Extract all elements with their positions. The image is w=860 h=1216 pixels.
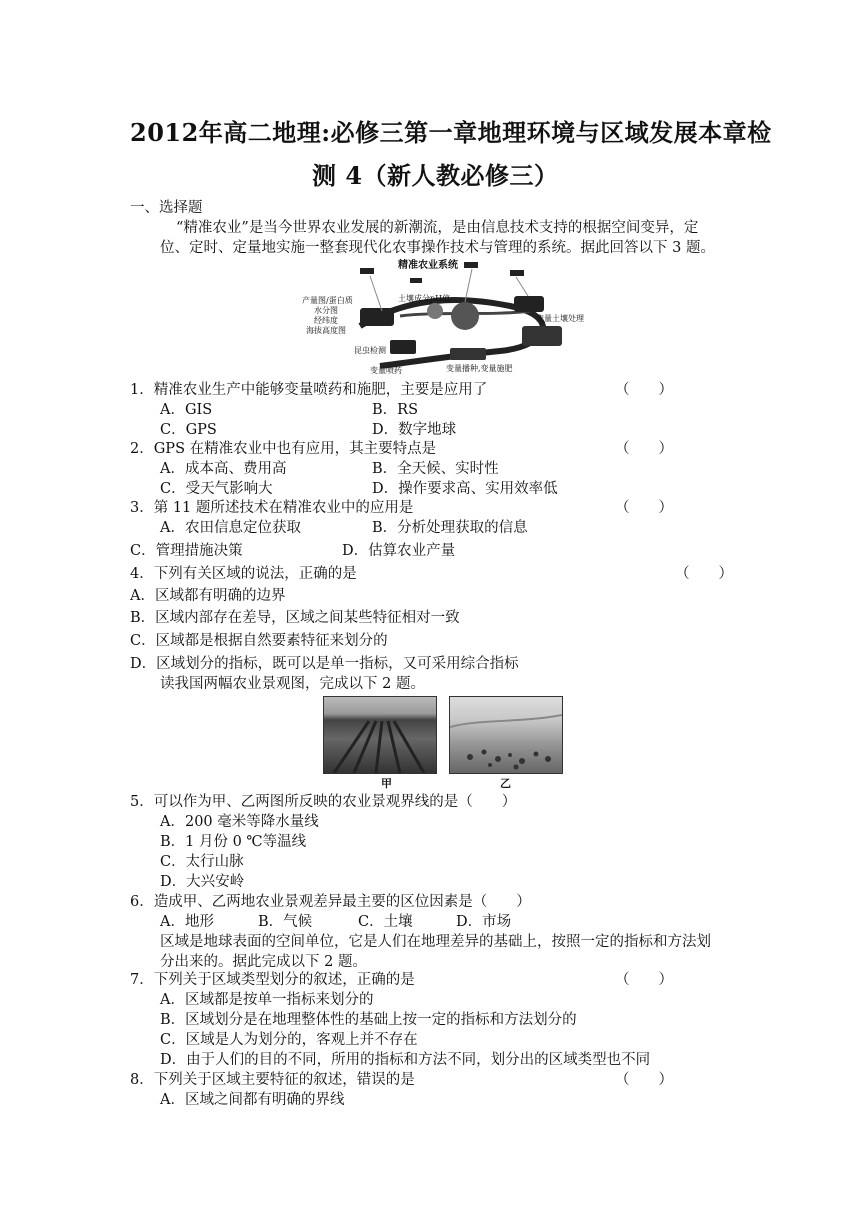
q3-option-d: D．估算农业产量 (342, 543, 456, 559)
q1-option-a: A．GIS (160, 402, 213, 418)
intro-paragraph-1-line2: 位、定时、定量地实施一整套现代化农事操作技术与管理的系统。据此回答以下 3 题。 (160, 240, 715, 256)
figure1-label-left-3: 经纬度 (314, 316, 338, 325)
photo-caption-yi: 乙 (500, 777, 511, 790)
q2-option-d: D．操作要求高、实用效率低 (372, 481, 558, 497)
q5-option-d: D．大兴安岭 (160, 874, 245, 890)
section-heading: 一、选择题 (130, 200, 203, 216)
q4-stem: 4．下列有关区域的说法，正确的是 (130, 566, 357, 582)
figure1-label-left-2: 水分图 (314, 306, 338, 315)
q6-stem: 6．造成甲、乙两地农业景观差异最主要的区位因素是（ ） (130, 894, 531, 910)
q7-option-c: C．区域是人为划分的，客观上并不存在 (160, 1032, 418, 1048)
figure1-label-spray: 变量喷药 (370, 366, 402, 375)
q8-stem: 8．下列关于区域主要特征的叙述，错误的是 (130, 1072, 415, 1088)
figure1-label-insect: 昆虫检测 (354, 346, 386, 355)
q8-option-a: A．区域之间都有明确的界线 (160, 1092, 345, 1108)
q3-bracket: （ ） (615, 500, 673, 516)
q7-option-d: D．由于人们的目的不同，所用的指标和方法不同，划分出的区域类型也不同 (160, 1052, 651, 1068)
intro-paragraph-2: 读我国两幅农业景观图，完成以下 2 题。 (160, 676, 425, 692)
q4-bracket: （ ） (675, 566, 733, 582)
landscape-photo-jia (323, 696, 437, 774)
precision-agriculture-figure (300, 256, 590, 376)
figure1-label-left-1: 产量图/蛋白质 (302, 296, 353, 305)
q3-stem: 3．第 11 题所述技术在精准农业中的应用是 (130, 500, 414, 516)
q2-bracket: （ ） (615, 441, 673, 457)
q1-option-d: D．数字地球 (372, 422, 457, 438)
intro-paragraph-1-line1: “精准农业”是当今世界农业发展的新潮流，是由信息技术支持的根据空间变异，定 (176, 220, 699, 236)
q7-option-a: A．区域都是按单一指标来划分的 (160, 992, 374, 1008)
intro-paragraph-3-line1: 区域是地球表面的空间单位，它是人们在地理差异的基础上，按照一定的指标和方法划 (160, 934, 711, 950)
q6-option-d: D．市场 (456, 914, 512, 930)
intro-paragraph-3-line2: 分出来的。据此完成以下 2 题。 (160, 954, 367, 970)
page-title-line2: 测 4（新人教必修三） (312, 161, 559, 190)
q7-option-b: B．区域划分是在地理整体性的基础上按一定的指标和方法划分的 (160, 1012, 577, 1028)
q7-stem: 7．下列关于区域类型划分的叙述，正确的是 (130, 972, 415, 988)
figure1-title: 精准农业系统 (398, 260, 458, 271)
q6-option-c: C．土壤 (358, 914, 413, 930)
photo-caption-jia: 甲 (381, 777, 392, 790)
q6-option-a: A．地形 (160, 914, 214, 930)
page-title-line1: 2012年高二地理:必修三第一章地理环境与区域发展本章检 (130, 118, 772, 147)
q3-option-c: C．管理措施决策 (130, 543, 243, 559)
q5-option-b: B．1 月份 0 ℃等温线 (160, 834, 307, 850)
landscape-photo-yi (449, 696, 563, 774)
q8-bracket: （ ） (615, 1072, 673, 1088)
q2-option-a: A．成本高、费用高 (160, 461, 287, 477)
figure1-label-soil-ph: 土壤成分pH值 (398, 294, 451, 303)
q4-option-b: B．区域内部存在差导，区域之间某些特征相对一致 (130, 610, 460, 626)
q1-stem: 1．精准农业生产中能够变量喷药和施肥，主要是应用了 (130, 382, 488, 398)
q1-bracket: （ ） (615, 382, 673, 398)
q3-option-b: B．分析处理获取的信息 (372, 520, 528, 536)
figure1-label-soil-treatment: 变量土壤处理 (536, 314, 584, 323)
figure1-label-sow: 变量播种,变量施肥 (446, 364, 513, 373)
q5-option-c: C．太行山脉 (160, 854, 244, 870)
q3-option-a: A．农田信息定位获取 (160, 520, 301, 536)
q4-option-a: A．区域都有明确的边界 (130, 588, 286, 604)
q4-option-d: D．区域划分的指标，既可以是单一指标，又可采用综合指标 (130, 656, 519, 672)
q7-bracket: （ ） (615, 972, 673, 988)
q2-option-b: B．全天候、实时性 (372, 461, 499, 477)
q5-option-a: A．200 毫米等降水量线 (160, 814, 319, 830)
q2-option-c: C．受天气影响大 (160, 481, 273, 497)
q6-option-b: B．气候 (258, 914, 313, 930)
figure1-label-left-4: 海拔高度图 (306, 326, 346, 335)
q1-option-c: C．GPS (160, 422, 217, 438)
q5-stem: 5．可以作为甲、乙两图所反映的农业景观界线的是（ ） (130, 794, 517, 810)
q1-option-b: B．RS (372, 402, 419, 418)
q2-stem: 2．GPS 在精准农业中也有应用，其主要特点是 (130, 441, 437, 457)
q4-option-c: C．区域都是根据自然要素特征来划分的 (130, 633, 388, 649)
